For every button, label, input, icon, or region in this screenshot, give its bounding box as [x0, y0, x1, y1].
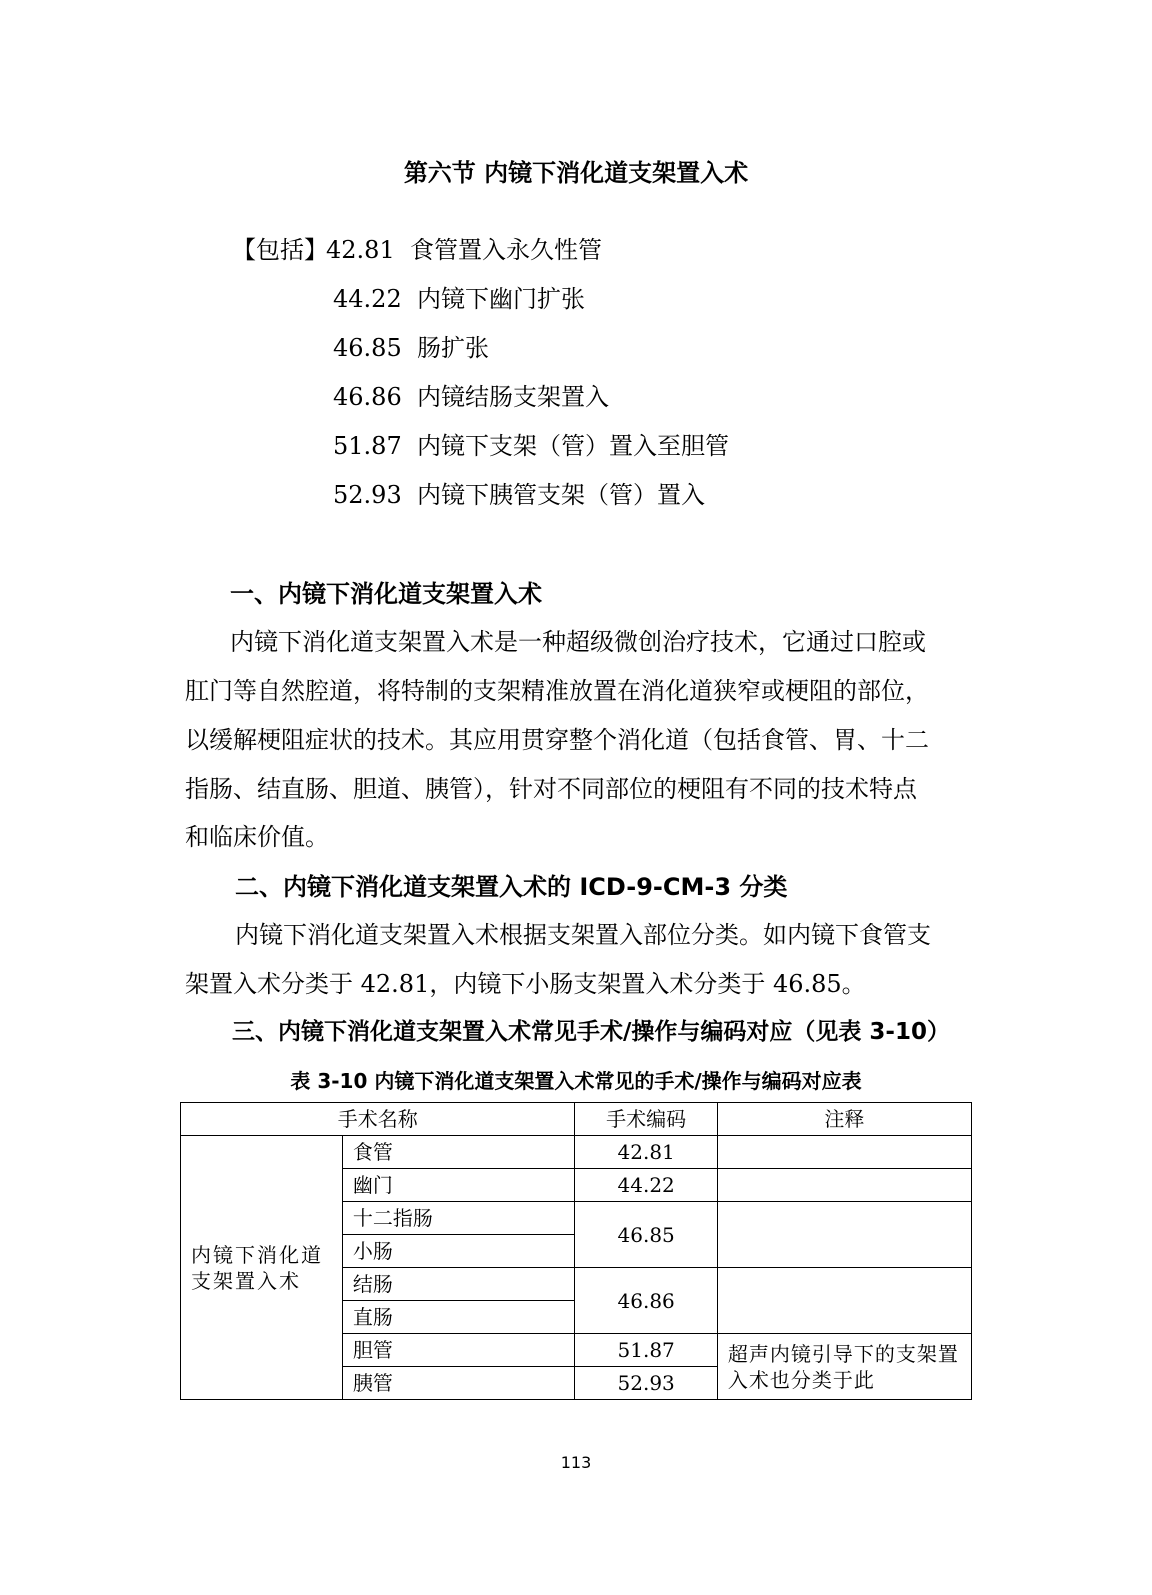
include-item: [333, 426, 729, 461]
section-heading: 三、内镜下消化道支架置入术常见手术/操作与编码对应（见表 3-10）: [232, 1019, 950, 1045]
include-item: [333, 377, 609, 412]
note-cell: [717, 1136, 971, 1169]
section-heading: 二、内镜下消化道支架置入术的 ICD-9-CM-3 分类: [235, 873, 788, 901]
site-cell: 胰管: [342, 1367, 575, 1400]
include-code: 44.22: [333, 285, 402, 313]
header-note: 注释: [717, 1103, 971, 1136]
include-name: 内镜下支架（管）置入至胆管: [416, 432, 729, 460]
site-cell: 食管: [342, 1136, 575, 1169]
note-cell: [717, 1202, 971, 1268]
code-table: [180, 1102, 972, 1400]
include-code: 46.86: [333, 383, 402, 411]
code-cell: 46.86: [575, 1268, 717, 1334]
code-cell: 42.81: [575, 1136, 717, 1169]
table-caption: 表 3-10 内镜下消化道支架置入术常见的手术/操作与编码对应表: [290, 1069, 862, 1093]
site-cell: 胆管: [342, 1334, 575, 1367]
include-code: 46.85: [333, 334, 402, 362]
include-code: 51.87: [333, 432, 402, 460]
include-code: 42.81: [326, 236, 395, 264]
include-name: 内镜结肠支架置入: [416, 383, 609, 411]
includes-label: 【包括】: [232, 236, 328, 264]
code-cell: 51.87: [575, 1334, 717, 1367]
site-cell: 结肠: [342, 1268, 575, 1301]
note-cell: [717, 1169, 971, 1202]
include-item: [326, 230, 602, 265]
include-item: [333, 279, 585, 314]
include-name: 食管置入永久性管: [409, 236, 602, 264]
include-name: 内镜下幽门扩张: [416, 285, 585, 313]
code-cell: 46.85: [575, 1202, 717, 1268]
paragraph-line: 内镜下消化道支架置入术根据支架置入部位分类。如内镜下食管支: [235, 921, 931, 949]
note-cell: [717, 1268, 971, 1334]
code-cell: 44.22: [575, 1169, 717, 1202]
include-item: [333, 328, 489, 363]
paragraph-line: 和临床价值。: [185, 823, 329, 851]
paragraph-line: 肛门等自然腔道，将特制的支架精准放置在消化道狭窄或梗阻的部位，: [185, 677, 929, 705]
note-text: 超声内镜引导下的支架置入术也分类于此: [727, 1341, 959, 1392]
site-cell: 小肠: [342, 1235, 575, 1268]
table-row: [181, 1136, 972, 1169]
page-title: 第六节 内镜下消化道支架置入术: [403, 159, 749, 187]
include-code: 52.93: [333, 481, 402, 509]
header-name: 手术名称: [181, 1103, 575, 1136]
paragraph-line: 架置入术分类于 42.81，内镜下小肠支架置入术分类于 46.85。: [185, 970, 866, 998]
paragraph-line: 内镜下消化道支架置入术是一种超级微创治疗技术，它通过口腔或: [230, 628, 926, 656]
note-cell: [717, 1334, 971, 1400]
paragraph-line: 以缓解梗阻症状的技术。其应用贯穿整个消化道（包括食管、胃、十二: [185, 726, 929, 754]
page-number: 113: [560, 1453, 592, 1472]
header-code: 手术编码: [575, 1103, 717, 1136]
site-cell: 十二指肠: [342, 1202, 575, 1235]
group-name-cell: [181, 1136, 343, 1400]
group-name: 内镜下消化道支架置入术: [191, 1242, 323, 1293]
site-cell: 直肠: [342, 1301, 575, 1334]
section-heading: 一、内镜下消化道支架置入术: [230, 580, 542, 608]
table-header-row: [181, 1103, 972, 1136]
include-name: 内镜下胰管支架（管）置入: [416, 481, 705, 509]
include-name: 肠扩张: [416, 334, 489, 362]
include-item: [333, 475, 705, 510]
paragraph-line: 指肠、结直肠、胆道、胰管），针对不同部位的梗阻有不同的技术特点: [185, 775, 917, 803]
site-cell: 幽门: [342, 1169, 575, 1202]
code-cell: 52.93: [575, 1367, 717, 1400]
